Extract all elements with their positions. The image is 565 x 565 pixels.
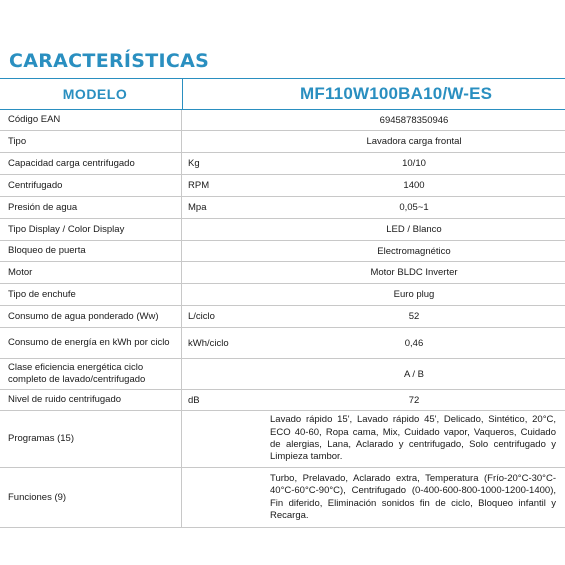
- header-divider: [182, 79, 183, 109]
- model-number: MF110W100BA10/W-ES: [300, 84, 493, 103]
- spec-unit: RPM: [188, 180, 210, 191]
- spec-unit: [182, 262, 264, 283]
- spec-label: Consumo de agua ponderado (Ww): [0, 306, 182, 327]
- spec-label: Consumo de energía en kWh por ciclo: [0, 328, 182, 358]
- spec-value: LED / Blanco: [386, 224, 442, 235]
- spec-label: Presión de agua: [0, 197, 182, 218]
- page-title: CARACTERÍSTICAS: [9, 50, 210, 72]
- spec-label: Programas (15): [0, 411, 182, 467]
- spec-unit: L/ciclo: [188, 311, 215, 322]
- spec-row-energy-class: [0, 359, 565, 390]
- spec-row-programs: [0, 411, 565, 468]
- spec-value: 1400: [403, 180, 425, 191]
- spec-unit: [182, 131, 264, 152]
- spec-value: Lavado rápido 15', Lavado rápido 45', Delicado, Sintético, 20°C, ECO 40-60, Ropa cama, Mix, Cuidado vapor, Vaqueros, Cuidado de alergias, Lana, Aclarado y centrifugado, Solo centrifugado y Limpieza tambor.: [270, 414, 556, 463]
- spec-unit: [182, 359, 264, 389]
- spec-row-display: [0, 219, 565, 241]
- spec-label: Centrifugado: [0, 175, 182, 196]
- spec-label: Motor: [0, 262, 182, 283]
- spec-row-functions: [0, 468, 565, 528]
- spec-value: 72: [408, 394, 420, 406]
- spec-row-type: [0, 131, 565, 153]
- spec-value: 6945878350946: [379, 114, 449, 126]
- spec-label: Funciones (9): [0, 468, 182, 527]
- spec-unit: [182, 241, 264, 261]
- spec-row-noise: [0, 390, 565, 411]
- spec-unit: dB: [188, 394, 200, 406]
- spec-unit: [182, 110, 264, 130]
- spec-label: Tipo: [0, 131, 182, 152]
- spec-value: 10/10: [402, 158, 426, 169]
- spec-row-motor: [0, 262, 565, 284]
- spec-row-spin: [0, 175, 565, 197]
- spec-row-water-pressure: [0, 197, 565, 219]
- spec-label: Nivel de ruido centrifugado: [0, 390, 182, 410]
- spec-row-ean: [0, 110, 565, 131]
- spec-unit: [182, 284, 264, 305]
- spec-unit: kWh/ciclo: [188, 337, 229, 349]
- spec-value: Euro plug: [393, 289, 435, 300]
- spec-value: Lavadora carga frontal: [366, 136, 462, 147]
- spec-value: 52: [408, 311, 420, 322]
- spec-row-energy-consumption: [0, 328, 565, 359]
- spec-value: A / B: [403, 368, 425, 380]
- table-header: [0, 78, 565, 110]
- spec-unit: [182, 219, 264, 240]
- spec-label: Capacidad carga centrifugado: [0, 153, 182, 174]
- spec-label: Código EAN: [0, 110, 182, 130]
- spec-label: Tipo de enchufe: [0, 284, 182, 305]
- spec-value: 0,05~1: [399, 202, 429, 213]
- header-label: MODELO: [62, 86, 128, 102]
- spec-label: Tipo Display / Color Display: [0, 219, 182, 240]
- spec-row-capacity: [0, 153, 565, 175]
- spec-unit: Mpa: [188, 202, 207, 213]
- spec-unit: Kg: [188, 158, 200, 169]
- spec-label: Bloqueo de puerta: [0, 241, 182, 261]
- spec-table: [0, 78, 565, 528]
- spec-value: Turbo, Prelavado, Aclarado extra, Temperatura (Frío-20°C-30°C-40°C-60°C-90°C), Centrifugado (0-400-600-800-1000-1200-1400), Fin diferido, Eliminación sonidos fin de ciclo, Bloqueo infantil y Recarga.: [270, 472, 556, 521]
- spec-row-plug: [0, 284, 565, 306]
- spec-label: Clase eficiencia energética ciclo completo de lavado/centrifugado: [0, 359, 182, 389]
- spec-value: Motor BLDC Inverter: [370, 267, 458, 278]
- spec-row-door-lock: [0, 241, 565, 262]
- spec-row-water-consumption: [0, 306, 565, 328]
- spec-value: Electromagnético: [377, 245, 451, 257]
- spec-value: 0,46: [404, 337, 424, 349]
